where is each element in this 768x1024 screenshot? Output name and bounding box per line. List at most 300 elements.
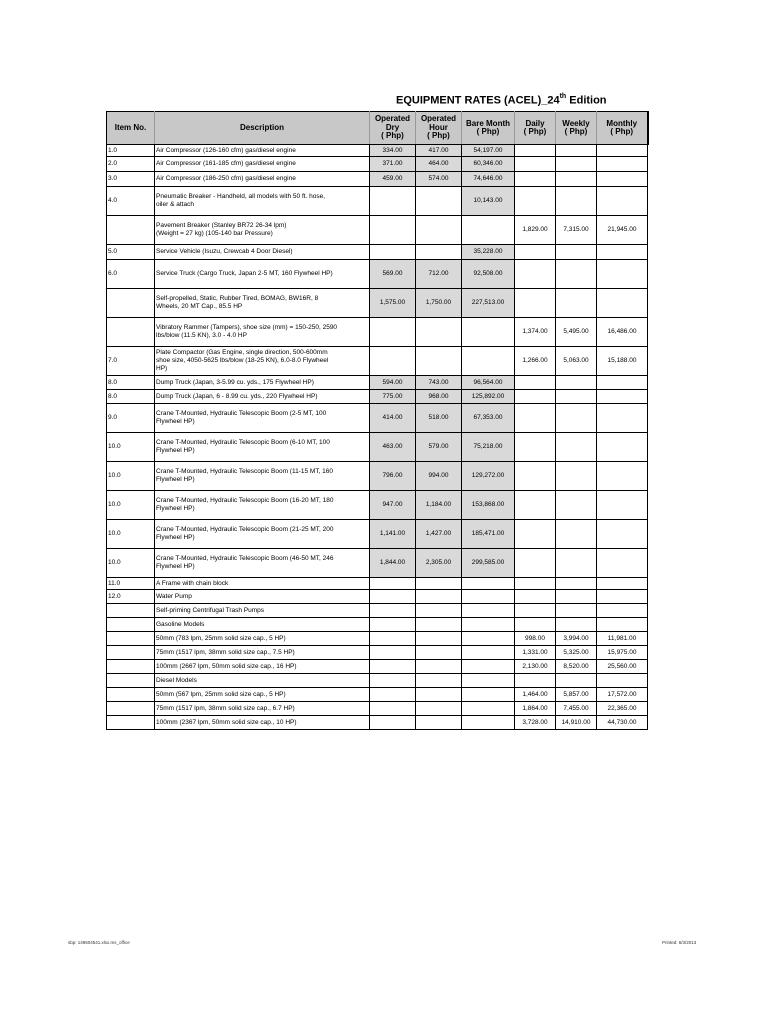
bare-rate-cell — [462, 604, 515, 618]
weekly-rate-cell — [556, 390, 597, 404]
weekly-rate-cell — [556, 260, 597, 289]
hour-rate-cell — [416, 187, 462, 216]
item-no-cell: 7.0 — [107, 347, 155, 376]
bare-rate-cell: 60,346.00 — [462, 157, 515, 172]
weekly-rate-cell: 8,520.00 — [556, 660, 597, 674]
monthly-rate-cell: 25,560.00 — [597, 660, 648, 674]
hour-rate-cell — [416, 618, 462, 632]
description-cell — [155, 145, 370, 157]
hour-rate-cell: 518.00 — [416, 404, 462, 433]
description-cell — [155, 462, 370, 491]
daily-rate-cell: 1,331.00 — [515, 646, 556, 660]
monthly-rate-cell: 11,981.00 — [597, 632, 648, 646]
description-cell — [155, 590, 370, 604]
weekly-rate-cell — [556, 674, 597, 688]
dry-rate-cell: 796.00 — [370, 462, 416, 491]
description-line: Crane T-Mounted, Hydraulic Telescopic Boom (2-5 MT, 100 — [156, 410, 327, 418]
monthly-rate-cell — [597, 289, 648, 318]
table-row — [107, 245, 648, 260]
bare-rate-cell: 92,508.00 — [462, 260, 515, 289]
daily-rate-cell — [515, 578, 556, 590]
description-cell — [155, 390, 370, 404]
dry-rate-cell — [370, 216, 416, 245]
daily-rate-cell — [515, 549, 556, 578]
monthly-rate-cell: 15,975.00 — [597, 646, 648, 660]
description-cell — [155, 260, 370, 289]
description-cell — [155, 216, 370, 245]
item-no-cell: 5.0 — [107, 245, 155, 260]
description-line: Air Compressor (186-250 cfm) gas/diesel engine — [156, 175, 296, 183]
item-no-cell: 2.0 — [107, 157, 155, 172]
hour-rate-cell: 743.00 — [416, 376, 462, 390]
table-row — [107, 347, 648, 376]
weekly-rate-cell: 5,495.00 — [556, 318, 597, 347]
description-line: (Weight = 27 kg) (105-140 bar Pressure) — [156, 230, 273, 237]
bare-rate-cell: 10,143.00 — [462, 187, 515, 216]
bare-rate-cell: 96,564.00 — [462, 376, 515, 390]
hour-rate-cell: 968.00 — [416, 390, 462, 404]
table-row — [107, 618, 648, 632]
bare-rate-cell: 67,353.00 — [462, 404, 515, 433]
page-title: EQUIPMENT RATES (ACEL)_24th Edition — [396, 93, 607, 107]
table-row — [107, 187, 648, 216]
dry-rate-cell: 594.00 — [370, 376, 416, 390]
item-no-cell — [107, 216, 155, 245]
description-line: oiler & attach — [156, 201, 194, 208]
bare-rate-cell: 125,892.00 — [462, 390, 515, 404]
dry-rate-cell — [370, 347, 416, 376]
daily-rate-cell: 1,266.00 — [515, 347, 556, 376]
daily-rate-cell — [515, 404, 556, 433]
description-line: HP) — [156, 364, 168, 372]
dry-rate-cell: 459.00 — [370, 172, 416, 187]
bare-rate-cell — [462, 702, 515, 716]
description-line: Service Truck (Cargo Truck, Japan 2-5 MT, 160 Flywheel HP) — [156, 270, 333, 278]
dry-rate-cell — [370, 604, 416, 618]
daily-rate-cell — [515, 157, 556, 172]
hour-rate-cell — [416, 347, 462, 376]
weekly-rate-cell — [556, 157, 597, 172]
bare-rate-cell — [462, 716, 515, 730]
hour-rate-cell — [416, 660, 462, 674]
bare-rate-cell — [462, 646, 515, 660]
daily-rate-cell — [515, 590, 556, 604]
description-line: 50mm (567 lpm, 25mm solid size cap., 5 HP) — [156, 690, 286, 698]
description-line: Water Pump — [156, 592, 192, 600]
monthly-rate-cell — [597, 390, 648, 404]
daily-rate-cell — [515, 145, 556, 157]
description-line: Diesel Models — [156, 676, 197, 684]
dry-rate-cell: 414.00 — [370, 404, 416, 433]
item-no-cell: 8.0 — [107, 376, 155, 390]
hour-rate-cell: 994.00 — [416, 462, 462, 491]
item-no-cell: 1.0 — [107, 145, 155, 157]
description-cell — [155, 491, 370, 520]
monthly-rate-cell — [597, 549, 648, 578]
weekly-rate-cell: 14,910.00 — [556, 716, 597, 730]
daily-rate-cell — [515, 390, 556, 404]
daily-rate-cell — [515, 289, 556, 318]
monthly-rate-cell: 15,188.00 — [597, 347, 648, 376]
bare-rate-cell — [462, 216, 515, 245]
table-body — [107, 145, 648, 730]
table-row — [107, 520, 648, 549]
description-cell — [155, 245, 370, 260]
hour-rate-cell: 712.00 — [416, 260, 462, 289]
dry-rate-cell — [370, 716, 416, 730]
hour-rate-cell — [416, 674, 462, 688]
weekly-rate-cell — [556, 145, 597, 157]
description-cell — [155, 660, 370, 674]
daily-rate-cell — [515, 376, 556, 390]
weekly-rate-cell — [556, 618, 597, 632]
dry-rate-cell: 1,141.00 — [370, 520, 416, 549]
bare-rate-cell: 35,228.00 — [462, 245, 515, 260]
description-line: 75mm (1517 lpm, 38mm solid size cap., 7.5 HP) — [156, 648, 295, 656]
description-line: A Frame with chain block — [156, 579, 229, 587]
description-line: Flywheel HP) — [156, 505, 195, 512]
table-row — [107, 674, 648, 688]
hour-rate-cell — [416, 245, 462, 260]
weekly-rate-cell — [556, 376, 597, 390]
daily-rate-cell — [515, 433, 556, 462]
table-row — [107, 491, 648, 520]
hour-rate-cell — [416, 632, 462, 646]
col-header-operated-dry: Operated Dry ( Php) — [370, 112, 416, 145]
daily-rate-cell — [515, 462, 556, 491]
daily-rate-cell: 998.00 — [515, 632, 556, 646]
item-no-cell: 9.0 — [107, 404, 155, 433]
bare-rate-cell: 185,471.00 — [462, 520, 515, 549]
monthly-rate-cell — [597, 245, 648, 260]
monthly-rate-cell: 16,486.00 — [597, 318, 648, 347]
description-line: Flywheel HP) — [156, 563, 195, 570]
bare-rate-cell — [462, 674, 515, 688]
description-cell — [155, 604, 370, 618]
monthly-rate-cell: 17,572.00 — [597, 688, 648, 702]
description-line: Flywheel HP) — [156, 476, 195, 483]
description-cell — [155, 688, 370, 702]
dry-rate-cell — [370, 618, 416, 632]
daily-rate-cell — [515, 618, 556, 632]
weekly-rate-cell — [556, 590, 597, 604]
description-cell — [155, 318, 370, 347]
item-no-cell: 4.0 — [107, 187, 155, 216]
description-line: Dump Truck (Japan, 6 - 8.99 cu. yds., 220 Flywheel HP) — [156, 392, 318, 400]
bare-rate-cell: 227,513.00 — [462, 289, 515, 318]
dry-rate-cell: 947.00 — [370, 491, 416, 520]
footer-printed-date: Printed: 6/3/2013 — [662, 940, 697, 945]
col-header-description: Description — [155, 112, 370, 145]
weekly-rate-cell: 5,325.00 — [556, 646, 597, 660]
item-no-cell: 10.0 — [107, 549, 155, 578]
bare-rate-cell: 153,868.00 — [462, 491, 515, 520]
daily-rate-cell: 3,728.00 — [515, 716, 556, 730]
monthly-rate-cell: 44,730.00 — [597, 716, 648, 730]
dry-rate-cell — [370, 590, 416, 604]
daily-rate-cell: 1,374.00 — [515, 318, 556, 347]
bare-rate-cell: 74,646.00 — [462, 172, 515, 187]
monthly-rate-cell — [597, 260, 648, 289]
description-line: Crane T-Mounted, Hydraulic Telescopic Boom (46-50 MT, 246 — [156, 555, 334, 563]
item-no-cell: 10.0 — [107, 433, 155, 462]
item-no-cell — [107, 716, 155, 730]
hour-rate-cell: 574.00 — [416, 172, 462, 187]
monthly-rate-cell — [597, 520, 648, 549]
description-line: Gasoline Models — [156, 620, 205, 628]
bare-rate-cell: 299,585.00 — [462, 549, 515, 578]
weekly-rate-cell — [556, 404, 597, 433]
description-line: Self-propelled, Static, Rubber Tired, BOMAG, BW16R, 8 — [156, 295, 319, 303]
description-cell — [155, 646, 370, 660]
dry-rate-cell — [370, 318, 416, 347]
dry-rate-cell: 1,844.00 — [370, 549, 416, 578]
table-row — [107, 716, 648, 730]
item-no-cell: 3.0 — [107, 172, 155, 187]
weekly-rate-cell — [556, 578, 597, 590]
hour-rate-cell: 1,184.00 — [416, 491, 462, 520]
bare-rate-cell — [462, 318, 515, 347]
monthly-rate-cell — [597, 187, 648, 216]
monthly-rate-cell — [597, 404, 648, 433]
daily-rate-cell: 2,130.00 — [515, 660, 556, 674]
monthly-rate-cell — [597, 618, 648, 632]
weekly-rate-cell: 5,857.00 — [556, 688, 597, 702]
weekly-rate-cell — [556, 604, 597, 618]
dry-rate-cell — [370, 187, 416, 216]
table-row — [107, 390, 648, 404]
table-row — [107, 157, 648, 172]
table-header-row — [107, 112, 648, 145]
hour-rate-cell — [416, 318, 462, 347]
description-line: lbs/blow (11.5 KN), 3.0 - 4.0 HP — [156, 332, 247, 339]
daily-rate-cell — [515, 604, 556, 618]
hour-rate-cell — [416, 216, 462, 245]
description-line: Flywheel HP) — [156, 534, 195, 541]
table-row — [107, 318, 648, 347]
dry-rate-cell — [370, 702, 416, 716]
description-cell — [155, 172, 370, 187]
hour-rate-cell: 417.00 — [416, 145, 462, 157]
dry-rate-cell: 775.00 — [370, 390, 416, 404]
hour-rate-cell — [416, 716, 462, 730]
dry-rate-cell: 334.00 — [370, 145, 416, 157]
item-no-cell: 12.0 — [107, 590, 155, 604]
description-line: Flywheel HP) — [156, 418, 195, 425]
description-line: Wheels, 20 MT Cap., 85.5 HP — [156, 303, 243, 310]
table-row — [107, 216, 648, 245]
description-line: 100mm (2367 lpm, 50mm solid size cap., 10 HP) — [156, 718, 297, 726]
monthly-rate-cell — [597, 145, 648, 157]
table-row — [107, 404, 648, 433]
daily-rate-cell: 1,864.00 — [515, 702, 556, 716]
bare-rate-cell — [462, 618, 515, 632]
bare-rate-cell: 75,218.00 — [462, 433, 515, 462]
hour-rate-cell — [416, 590, 462, 604]
equipment-rates-table — [106, 111, 649, 730]
description-cell — [155, 702, 370, 716]
weekly-rate-cell — [556, 549, 597, 578]
daily-rate-cell — [515, 674, 556, 688]
description-line: shoe size, 4050-5625 lbs/blow (18-25 KN), 6.0-8.0 Flywheel — [156, 357, 329, 365]
description-cell — [155, 549, 370, 578]
description-cell — [155, 376, 370, 390]
dry-rate-cell: 371.00 — [370, 157, 416, 172]
description-cell — [155, 674, 370, 688]
description-line: Dump Truck (Japan, 3-5.99 cu. yds., 175 Flywheel HP) — [156, 378, 314, 386]
col-header-weekly: Weekly ( Php) — [556, 112, 597, 145]
hour-rate-cell — [416, 688, 462, 702]
description-cell — [155, 716, 370, 730]
description-cell — [155, 157, 370, 172]
daily-rate-cell — [515, 520, 556, 549]
monthly-rate-cell: 22,365.00 — [597, 702, 648, 716]
weekly-rate-cell — [556, 289, 597, 318]
monthly-rate-cell — [597, 433, 648, 462]
table-row — [107, 145, 648, 157]
table-row — [107, 604, 648, 618]
description-line: Crane T-Mounted, Hydraulic Telescopic Boom (6-10 MT, 100 — [156, 439, 330, 447]
monthly-rate-cell — [597, 674, 648, 688]
weekly-rate-cell — [556, 245, 597, 260]
col-header-monthly: Monthly ( Php) — [597, 112, 648, 145]
table-row — [107, 578, 648, 590]
dry-rate-cell — [370, 578, 416, 590]
description-line: Pneumatic Breaker - Handheld, all models with 50 ft. hose, — [156, 193, 326, 201]
item-no-cell — [107, 604, 155, 618]
table-row — [107, 549, 648, 578]
item-no-cell — [107, 688, 155, 702]
weekly-rate-cell — [556, 491, 597, 520]
description-line: Pavement Breaker (Stanley BR72 26-34 lpm) — [156, 222, 287, 230]
dry-rate-cell — [370, 688, 416, 702]
item-no-cell — [107, 289, 155, 318]
hour-rate-cell: 2,305.00 — [416, 549, 462, 578]
dry-rate-cell — [370, 660, 416, 674]
daily-rate-cell — [515, 172, 556, 187]
description-line: Air Compressor (126-160 cfm) gas/diesel engine — [156, 146, 296, 154]
col-header-daily: Daily ( Php) — [515, 112, 556, 145]
dry-rate-cell: 1,575.00 — [370, 289, 416, 318]
item-no-cell: 6.0 — [107, 260, 155, 289]
description-cell — [155, 347, 370, 376]
bare-rate-cell — [462, 578, 515, 590]
weekly-rate-cell — [556, 462, 597, 491]
item-no-cell — [107, 660, 155, 674]
item-no-cell — [107, 318, 155, 347]
description-line: Vibratory Rammer (Tampers), shoe size (mm) = 150-250, 2590 — [156, 324, 338, 332]
hour-rate-cell — [416, 578, 462, 590]
dry-rate-cell — [370, 245, 416, 260]
daily-rate-cell: 1,829.00 — [515, 216, 556, 245]
hour-rate-cell: 464.00 — [416, 157, 462, 172]
item-no-cell — [107, 646, 155, 660]
table-row — [107, 646, 648, 660]
dry-rate-cell: 463.00 — [370, 433, 416, 462]
col-header-operated-hour: Operated Hour ( Php) — [416, 112, 462, 145]
table-row — [107, 590, 648, 604]
description-line: 100mm (2667 lpm, 50mm solid size cap., 16 HP) — [156, 662, 297, 670]
bare-rate-cell — [462, 632, 515, 646]
item-no-cell: 10.0 — [107, 520, 155, 549]
table-row — [107, 289, 648, 318]
monthly-rate-cell — [597, 172, 648, 187]
item-no-cell: 10.0 — [107, 491, 155, 520]
weekly-rate-cell — [556, 187, 597, 216]
table-row — [107, 172, 648, 187]
description-cell — [155, 578, 370, 590]
description-line: 50mm (783 lpm, 25mm solid size cap., 5 HP) — [156, 634, 286, 642]
description-line: Service Vehicle (Isuzu, Crewcab 4 Door Diesel) — [156, 248, 293, 256]
footer-file-id: sbp: 149504541.xlsx.ms_office — [68, 940, 130, 945]
description-cell — [155, 187, 370, 216]
monthly-rate-cell — [597, 590, 648, 604]
bare-rate-cell — [462, 688, 515, 702]
hour-rate-cell: 1,750.00 — [416, 289, 462, 318]
dry-rate-cell — [370, 646, 416, 660]
weekly-rate-cell — [556, 172, 597, 187]
bare-rate-cell: 54,197.00 — [462, 145, 515, 157]
hour-rate-cell — [416, 646, 462, 660]
monthly-rate-cell — [597, 578, 648, 590]
description-line: Air Compressor (161-185 cfm) gas/diesel engine — [156, 160, 296, 168]
table-row — [107, 660, 648, 674]
item-no-cell: 10.0 — [107, 462, 155, 491]
hour-rate-cell — [416, 604, 462, 618]
description-cell — [155, 632, 370, 646]
description-line: Crane T-Mounted, Hydraulic Telescopic Boom (21-25 MT, 200 — [156, 526, 334, 534]
weekly-rate-cell: 7,315.00 — [556, 216, 597, 245]
monthly-rate-cell — [597, 157, 648, 172]
dry-rate-cell — [370, 674, 416, 688]
description-cell — [155, 289, 370, 318]
description-line: Flywheel HP) — [156, 447, 195, 454]
bare-rate-cell — [462, 347, 515, 376]
table-row — [107, 260, 648, 289]
item-no-cell — [107, 702, 155, 716]
table-row — [107, 632, 648, 646]
description-line: Plate Compactor (Gas Engine, single direction, 500-600mm — [156, 349, 328, 357]
hour-rate-cell — [416, 702, 462, 716]
weekly-rate-cell — [556, 520, 597, 549]
daily-rate-cell — [515, 187, 556, 216]
bare-rate-cell — [462, 660, 515, 674]
table-row — [107, 376, 648, 390]
description-line: Self-priming Centrifugal Trash Pumps — [156, 606, 265, 614]
monthly-rate-cell — [597, 376, 648, 390]
description-line: Crane T-Mounted, Hydraulic Telescopic Boom (11-15 MT, 160 — [156, 468, 334, 476]
bare-rate-cell — [462, 590, 515, 604]
daily-rate-cell — [515, 260, 556, 289]
monthly-rate-cell — [597, 462, 648, 491]
table-row — [107, 433, 648, 462]
daily-rate-cell: 1,464.00 — [515, 688, 556, 702]
description-cell — [155, 433, 370, 462]
monthly-rate-cell: 21,945.00 — [597, 216, 648, 245]
weekly-rate-cell: 5,063.00 — [556, 347, 597, 376]
description-line: Crane T-Mounted, Hydraulic Telescopic Boom (16-20 MT, 180 — [156, 497, 334, 505]
weekly-rate-cell — [556, 433, 597, 462]
table-row — [107, 462, 648, 491]
monthly-rate-cell — [597, 491, 648, 520]
weekly-rate-cell: 3,994.00 — [556, 632, 597, 646]
item-no-cell: 11.0 — [107, 578, 155, 590]
hour-rate-cell: 1,427.00 — [416, 520, 462, 549]
dry-rate-cell — [370, 632, 416, 646]
monthly-rate-cell — [597, 604, 648, 618]
description-cell — [155, 520, 370, 549]
item-no-cell — [107, 674, 155, 688]
